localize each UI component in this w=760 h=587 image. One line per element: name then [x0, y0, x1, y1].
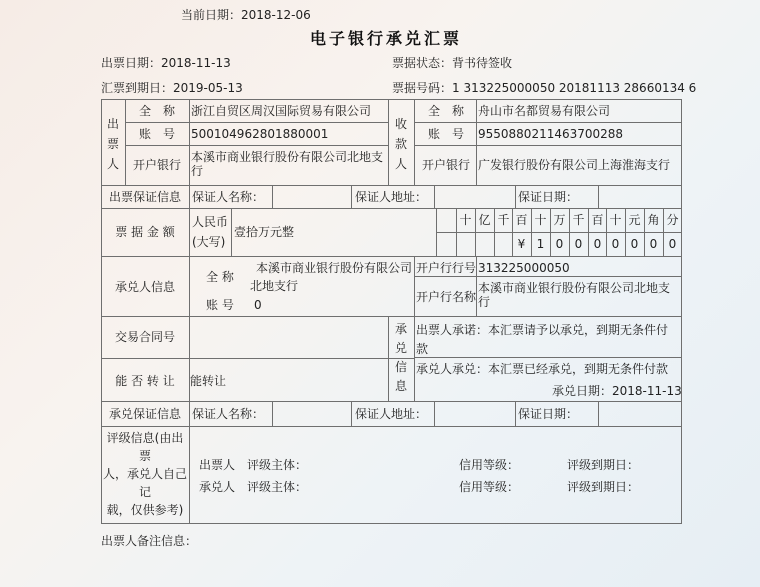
acceptor-bank-name-label: 开户行名称: [416, 290, 477, 304]
rating-label: 评级信息(由出 票 人，承兑人自己 记 载，仅供参考): [102, 431, 187, 517]
amount-unit-label: 十: [534, 213, 547, 227]
acceptor-bank-no-label: 开户行行号: [416, 261, 477, 275]
rating-acceptor-grade-label: 信用等级：: [459, 480, 520, 494]
amount-digit: ¥: [517, 237, 526, 251]
due-date-value: 2019-05-13: [173, 81, 243, 95]
issue-date: [101, 54, 231, 71]
acceptor-guarantee-label: 承兑保证信息: [108, 407, 181, 421]
payee-account-label: 账 号: [428, 127, 465, 141]
bill-number-label: 票据号码：: [392, 81, 453, 95]
rating-drawer-grade-label: 信用等级：: [459, 458, 520, 472]
acceptor-name-line2: 北地支行: [250, 279, 299, 293]
contract-label: 交易合同号: [114, 330, 175, 344]
drawer-name: 浙江自贸区周汉国际贸易有限公司: [191, 104, 372, 118]
drawer-guarantee-label: 出票保证信息: [108, 190, 181, 204]
payee-bank-label: 开户银行: [422, 158, 471, 172]
amount-digit: 0: [574, 237, 583, 251]
drawer-guarantor-addr-label: 保证人地址：: [355, 190, 428, 204]
acceptor-info-label: 承兑人信息: [114, 280, 175, 294]
rating-acceptor-expiry-label: 评级到期日：: [567, 480, 640, 494]
transfer-value: 能转让: [190, 374, 227, 388]
issue-date-value: 2018-11-13: [161, 56, 231, 70]
amount-digit: 0: [649, 237, 658, 251]
amount-unit-label: 角: [647, 213, 660, 227]
amount-digit: 0: [611, 237, 620, 251]
currency-label: 人民币 (大写): [192, 215, 229, 249]
current-date: [181, 6, 311, 23]
accept-date: [552, 384, 682, 398]
amount-digit: 1: [536, 237, 545, 251]
drawer-bank: 本溪市商业银行股份有限公司北地支 行: [191, 150, 384, 178]
drawer-account: 500104962801880001: [191, 127, 329, 141]
bill-number: [392, 79, 696, 96]
acceptor-bank-no: 313225000050: [478, 261, 570, 275]
rating-drawer-expiry-label: 评级到期日：: [567, 458, 640, 472]
amount-label: 票 据 金 额: [115, 225, 175, 239]
accept-date-value: 2018-11-13: [612, 384, 682, 398]
acceptor-promise: 承兑人承兑：本汇票已经承兑，到期无条件付款: [416, 362, 669, 376]
drawer-remark-label: 出票人备注信息：: [101, 534, 198, 548]
amount-unit-label: 百: [515, 213, 528, 227]
acceptor-guarantor-addr-label: 保证人地址：: [355, 407, 428, 421]
acceptor-account-label: 账 号: [206, 298, 234, 312]
acceptance-section-label: 承 兑 信 息: [394, 322, 407, 393]
payee-name-label: 全 称: [428, 104, 465, 118]
issue-date-label: 出票日期：: [101, 56, 162, 70]
acceptor-name-line1: 本溪市商业银行股份有限公司: [256, 261, 413, 275]
amount-digit: 0: [555, 237, 564, 251]
bill-status-label: 票据状态：: [392, 56, 453, 70]
acceptor-guarantor-name-label: 保证人名称：: [192, 407, 265, 421]
acceptor-account: 0: [254, 298, 262, 312]
amount-digit: 0: [668, 237, 677, 251]
accept-date-label: 承兑日期：: [552, 384, 613, 398]
acceptor-bank-name: 本溪市商业银行股份有限公司北地支 行: [478, 281, 671, 309]
rating-acceptor-subject-label: 评级主体：: [247, 480, 308, 494]
current-date-value: 2018-12-06: [241, 8, 311, 22]
payee-name: 舟山市名都贸易有限公司: [478, 104, 611, 118]
payee-bank: 广发银行股份有限公司上海淮海支行: [478, 158, 671, 172]
bill-status: [392, 54, 512, 71]
amount-in-words: 壹拾万元整: [234, 225, 295, 239]
amount-unit-label: 千: [572, 213, 585, 227]
due-date: [101, 79, 243, 96]
drawer-account-label: 账 号: [139, 127, 176, 141]
rating-drawer-subject-label: 评级主体：: [247, 458, 308, 472]
drawer-name-label: 全 称: [139, 104, 176, 118]
amount-unit-label: 十: [609, 213, 622, 227]
rating-drawer-label: 出票人: [199, 458, 236, 472]
drawer-section-label: 出 票 人: [106, 117, 119, 171]
amount-unit-label: 元: [628, 213, 641, 227]
acceptor-name-label: 全 称: [206, 270, 234, 284]
drawer-bank-label: 开户银行: [133, 158, 182, 172]
amount-digit: 0: [593, 237, 602, 251]
amount-unit-label: 百: [591, 213, 604, 227]
rating-acceptor-label: 承兑人: [199, 480, 236, 494]
payee-account: 9550880211463700288: [478, 127, 624, 141]
bill-status-value: 背书待签收: [452, 56, 513, 70]
drawer-promise: 出票人承诺：本汇票请予以承兑，到期无条件付 款: [416, 323, 669, 356]
bill-number-value: 1 313225000050 20181113 28660134 6: [452, 81, 697, 95]
amount-unit-label: 千: [497, 213, 510, 227]
amount-digit: 0: [630, 237, 639, 251]
payee-section-label: 收 款 人: [394, 117, 407, 171]
amount-unit-label: 亿: [478, 213, 491, 227]
acceptor-guarantee-date-label: 保证日期：: [518, 407, 579, 421]
amount-unit-label: 万: [553, 213, 566, 227]
drawer-guarantor-name-label: 保证人名称：: [192, 190, 265, 204]
amount-unit-label: 十: [459, 213, 472, 227]
current-date-label: 当前日期：: [181, 8, 242, 22]
due-date-label: 汇票到期日：: [101, 81, 174, 95]
amount-unit-label: 分: [666, 213, 679, 227]
transfer-label: 能 否 转 让: [115, 374, 175, 388]
drawer-guarantee-date-label: 保证日期：: [518, 190, 579, 204]
page-title: 电子银行承兑汇票: [310, 29, 463, 48]
